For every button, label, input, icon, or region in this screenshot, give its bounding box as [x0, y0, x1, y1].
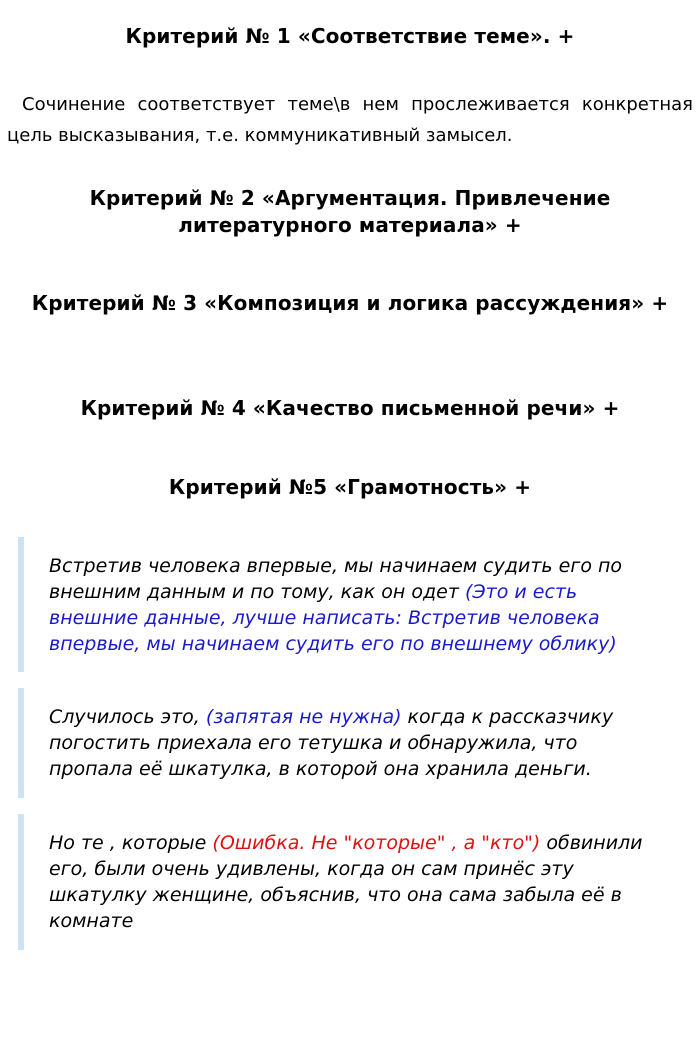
theme-comment: Сочинение соответствует теме\в нем прослеживается конкретная цель высказывания, т.е. коммуникативный замысел.	[7, 94, 693, 146]
quote-2-text: Случилось это,	[49, 706, 206, 728]
quote-3-note: (Ошибка. Не "которые" , а "кто")	[212, 832, 541, 854]
quote-1-note: (Это и есть внешние данные, лучше написать: Встретив человека впервые, мы начинаем судить его по внешнему облику)	[49, 581, 617, 655]
quote-1-text: Встретив человека впервые, мы начинаем судить его по внешним данным и по тому, как он одет	[49, 555, 623, 603]
criterion-2-heading: Критерий № 2 «Аргументация. Привлечение литературного материала» +	[89, 186, 611, 237]
quote-3-after: обвинили его, были очень удивлены, когда он сам принёс эту шкатулку женщине, объяснив, что она сама забыла её в комнате	[49, 832, 643, 932]
criterion-3-heading: Критерий № 3 «Композиция и логика рассуждения» +	[31, 291, 669, 315]
criterion-1-heading: Критерий № 1 «Соответствие теме». +	[125, 24, 575, 48]
criterion-5-heading: Критерий №5 «Грамотность» +	[168, 475, 532, 499]
quote-2-note: (запятая не нужна)	[205, 706, 402, 728]
quote-2-after: когда к рассказчику погостить приехала его тетушка и обнаружила, что пропала её шкатулка, в которой она хранила деньги.	[49, 706, 614, 780]
quote-3-text: Но те , которые	[49, 832, 213, 854]
quote-block-3	[18, 814, 658, 950]
quote-block-2	[18, 688, 658, 798]
criterion-4-heading: Критерий № 4 «Качество письменной речи» +	[80, 396, 620, 420]
quote-block-1	[18, 537, 658, 672]
